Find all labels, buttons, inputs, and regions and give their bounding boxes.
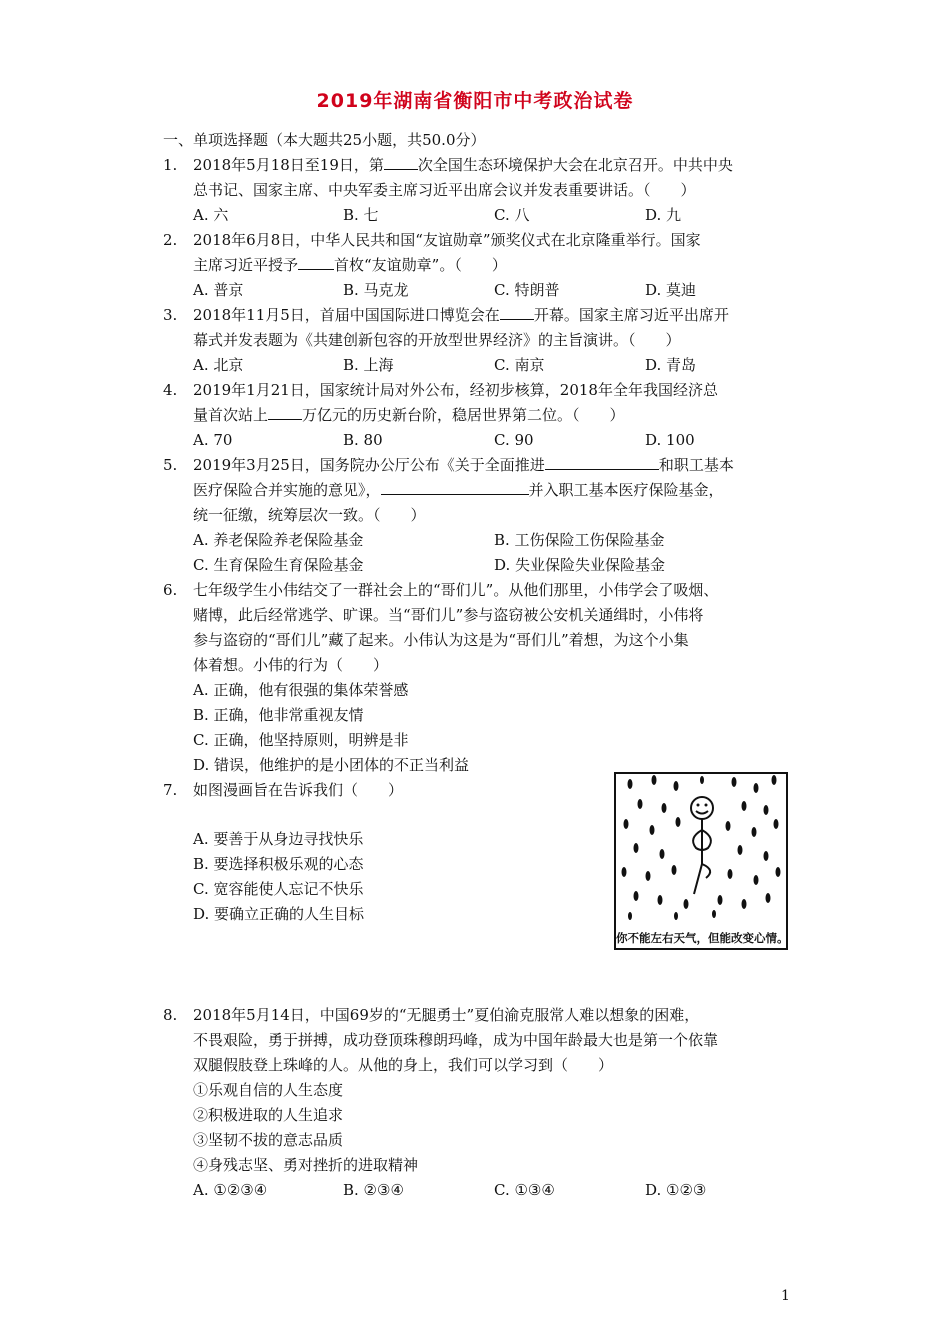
q8-option-a: A. ①②③④: [193, 1181, 268, 1199]
q1-stem-line2: 总书记、国家主席、中央军委主席习近平出席会议并发表重要讲话。（ ）: [193, 181, 696, 199]
q2-option-c: C. 特朗普: [494, 281, 560, 299]
q6-option-b: B. 正确，他非常重视友情: [193, 706, 364, 724]
q4-option-b: B. 80: [343, 431, 383, 449]
q3-option-d: D. 青岛: [645, 356, 697, 374]
q3-number: 3.: [163, 306, 178, 324]
q8-item-3: ③坚韧不拔的意志品质: [193, 1131, 344, 1149]
q6-stem-line3: 参与盗窃的“哥们儿”藏了起来。小伟认为这是为“哥们儿”着想，为这个小集: [193, 631, 689, 649]
q2-option-a: A. 普京: [193, 281, 244, 299]
q4-stem-line2: 量首次站上 万亿元的历史新台阶，稳居世界第二位。（ ）: [193, 406, 625, 424]
answer-blank: [545, 455, 659, 470]
q5-option-a: A. 养老保险养老保险基金: [193, 531, 364, 549]
answer-blank: [298, 255, 334, 270]
q8-item-2: ②积极进取的人生追求: [193, 1106, 344, 1124]
q2-option-b: B. 马克龙: [343, 281, 409, 299]
q4-number: 4.: [163, 381, 178, 399]
q5-option-c: C. 生育保险生育保险基金: [193, 556, 364, 574]
q3-option-b: B. 上海: [343, 356, 394, 374]
q3-option-a: A. 北京: [193, 356, 244, 374]
q1-option-d: D. 九: [645, 206, 682, 224]
q7-option-c: C. 宽容能使人忘记不快乐: [193, 880, 364, 898]
q4-option-d: D. 100: [645, 431, 695, 449]
q8-stem-line3: 双腿假肢登上珠峰的人。从他的身上，我们可以学习到（ ）: [193, 1056, 614, 1074]
q6-stem-line2: 赌博，此后经常逃学、旷课。当“哥们儿”参与盗窃被公安机关通缉时，小伟将: [193, 606, 704, 624]
q5-stem-line1: 2019年3月25日，国务院办公厅公布《关于全面推进 和职工基本: [193, 456, 734, 474]
q1-option-a: A. 六: [193, 206, 229, 224]
q3-option-c: C. 南京: [494, 356, 545, 374]
q8-item-4: ④身残志坚、勇对挫折的进取精神: [193, 1156, 419, 1174]
q7-stem-line1: 如图漫画旨在告诉我们（ ）: [193, 781, 404, 799]
page-title: 2019年湖南省衡阳市中考政治试卷: [316, 90, 634, 112]
q6-option-c: C. 正确，他坚持原则，明辨是非: [193, 731, 409, 749]
q8-item-1: ①乐观自信的人生态度: [193, 1081, 344, 1099]
q8-stem-line1: 2018年5月14日，中国69岁的“无腿勇士”夏伯渝克服常人难以想象的困难，: [193, 1006, 700, 1024]
q7-option-a: A. 要善于从身边寻找快乐: [193, 830, 364, 848]
answer-blank: [384, 155, 418, 170]
section-heading: 一、单项选择题（本大题共25小题，共50.0分）: [163, 131, 486, 149]
q6-option-a: A. 正确，他有很强的集体荣誉感: [193, 681, 409, 699]
q5-option-b: B. 工伤保险工伤保险基金: [494, 531, 665, 549]
answer-blank: [381, 480, 529, 495]
q6-number: 6.: [163, 581, 178, 599]
answer-blank: [500, 305, 534, 320]
q2-number: 2.: [163, 231, 178, 249]
q8-stem-line2: 不畏艰险，勇于拼搏，成功登顶珠穆朗玛峰，成为中国年龄最大也是第一个依靠: [193, 1031, 719, 1049]
cartoon-caption: 你不能左右天气，但能改变心情。: [616, 931, 789, 945]
q4-stem-line1: 2019年1月21日，国家统计局对外公布，经初步核算，2018年全年我国经济总: [193, 381, 718, 399]
q1-stem-line1: 2018年5月18日至19日，第 次全国生态环境保护大会在北京召开。中共中央: [193, 156, 733, 174]
q8-option-d: D. ①②③: [645, 1181, 707, 1199]
q2-option-d: D. 莫迪: [645, 281, 697, 299]
q1-number: 1.: [163, 156, 178, 174]
q7-number: 7.: [163, 781, 178, 799]
q5-option-d: D. 失业保险失业保险基金: [494, 556, 666, 574]
q5-stem-line2: 医疗保险合并实施的意见》， 并入职工基本医疗保险基金，: [193, 481, 724, 499]
q5-number: 5.: [163, 456, 178, 474]
q3-stem-line1: 2018年11月5日，首届中国国际进口博览会在 开幕。国家主席习近平出席开: [193, 306, 729, 324]
q6-stem-line1: 七年级学生小伟结交了一群社会上的“哥们儿”。从他们那里，小伟学会了吸烟、: [193, 581, 719, 599]
q3-stem-line2: 幕式并发表题为《共建创新包容的开放型世界经济》的主旨演讲。（ ）: [193, 331, 681, 349]
q4-option-a: A. 70: [193, 431, 233, 449]
rain-figure-illustration: [616, 774, 786, 924]
q6-option-d: D. 错误，他维护的是小团体的不正当利益: [193, 756, 470, 774]
q8-number: 8.: [163, 1006, 178, 1024]
cartoon-image: [614, 772, 788, 950]
q7-option-d: D. 要确立正确的人生目标: [193, 905, 365, 923]
q2-stem-line2: 主席习近平授予 首枚“友谊勋章”。（ ）: [193, 256, 507, 274]
answer-blank: [268, 405, 302, 420]
q8-option-c: C. ①③④: [494, 1181, 555, 1199]
q4-option-c: C. 90: [494, 431, 534, 449]
q5-stem-line3: 统一征缴，统筹层次一致。（ ）: [193, 506, 426, 524]
q1-option-b: B. 七: [343, 206, 379, 224]
q7-option-b: B. 要选择积极乐观的心态: [193, 855, 364, 873]
q6-stem-line4: 体着想。小伟的行为（ ）: [193, 656, 389, 674]
q8-option-b: B. ②③④: [343, 1181, 404, 1199]
page-number: 1: [781, 1288, 790, 1304]
q1-option-c: C. 八: [494, 206, 530, 224]
q2-stem-line1: 2018年6月8日，中华人民共和国“友谊勋章”颁奖仪式在北京隆重举行。国家: [193, 231, 701, 249]
